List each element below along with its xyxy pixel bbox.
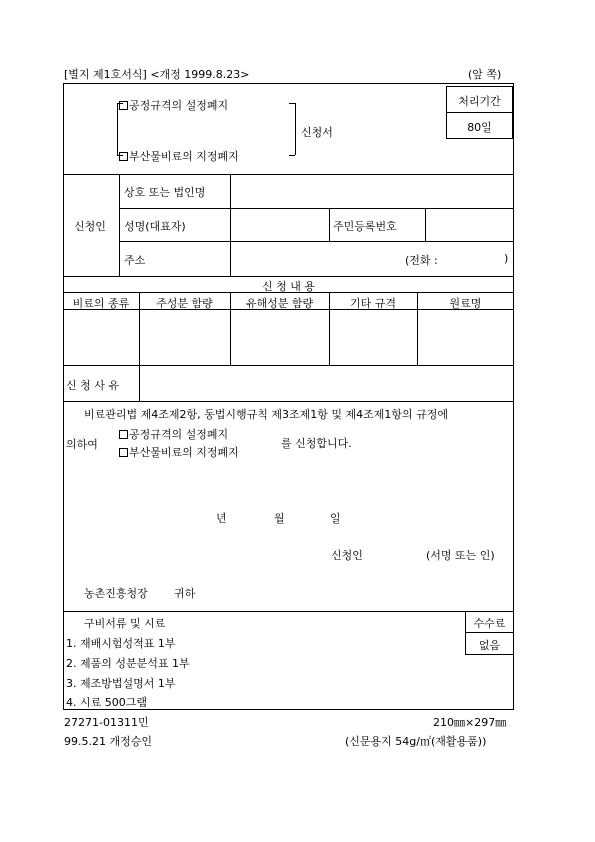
reason-top-line <box>63 365 514 366</box>
company-field[interactable] <box>236 180 506 202</box>
applicant-left-divider <box>119 174 120 276</box>
applicant-label: 신청인 <box>74 220 106 233</box>
bracket-right-top <box>289 103 295 104</box>
reason-field[interactable] <box>143 369 509 397</box>
id-divider-left <box>329 208 330 241</box>
fee-box-bottom <box>465 654 514 655</box>
address-label: 주소 <box>124 254 146 267</box>
paper-size: 210㎜×297㎜ <box>433 716 507 729</box>
approval-note: 99.5.21 개정승인 <box>64 735 152 748</box>
bracket-left-top <box>117 103 123 104</box>
cell-type[interactable] <box>66 313 136 361</box>
attachment-item: 1. 재배시험성적표 1부 <box>66 637 176 650</box>
date-year: 년 <box>216 512 227 525</box>
checkbox-icon[interactable] <box>119 448 128 457</box>
title-option-2-label: 부산물비료의 지정폐지 <box>129 150 239 163</box>
name-field[interactable] <box>236 213 324 235</box>
bracket-left <box>117 103 118 155</box>
row-line-1 <box>119 208 514 209</box>
reason-label: 신 청 사 유 <box>66 379 119 392</box>
bracket-left-bottom <box>117 155 123 156</box>
attachment-item: 4. 시료 500그램 <box>66 696 147 709</box>
attachments-top-line <box>63 611 514 612</box>
col-header-harmful: 유해성분 함량 <box>245 297 314 310</box>
checkbox-icon[interactable] <box>119 430 128 439</box>
form-code: 27271-01311민 <box>64 716 149 729</box>
date-month: 월 <box>274 512 285 525</box>
title-option-2[interactable] <box>119 148 239 164</box>
col-header-type: 비료의 종류 <box>72 297 130 310</box>
fee-value: 없음 <box>478 639 501 652</box>
cell-material[interactable] <box>420 313 510 361</box>
processing-value: 80일 <box>467 121 492 134</box>
cell-harmful[interactable] <box>233 313 326 361</box>
attachments-title: 구비서류 및 시료 <box>84 617 166 630</box>
col-header-main: 주성분 함량 <box>156 297 213 310</box>
row-line-2 <box>119 241 514 242</box>
applicant-top-line <box>63 174 514 175</box>
title-suffix: 신청서 <box>301 126 333 139</box>
reason-bottom-line <box>63 401 514 402</box>
declaration-option-1-label: 공정규격의 설정폐지 <box>129 428 229 441</box>
fee-box-mid <box>465 632 514 633</box>
company-label: 상호 또는 법인명 <box>124 186 206 199</box>
processing-label: 처리기간 <box>458 95 501 108</box>
title-option-1-label: 공정규격의 설정폐지 <box>129 99 229 112</box>
bracket-right-bottom <box>289 155 295 156</box>
declaration-line-1: 비료관리법 제4조제2항, 동법시행규칙 제3조제1항 및 제4조제1항의 규정에 <box>84 408 448 421</box>
attachment-item: 2. 제품의 성분분석표 1부 <box>66 657 190 670</box>
form-label: [별지 제1호서식] <개정 1999.8.23> <box>64 68 250 81</box>
title-option-1[interactable] <box>119 97 228 113</box>
declaration-option-2-label: 부산물비료의 지정폐지 <box>129 446 239 459</box>
checkbox-icon[interactable] <box>119 152 128 161</box>
processing-divider <box>446 112 513 113</box>
col-header-other: 기타 규격 <box>349 297 396 310</box>
page-side-label: (앞 쪽) <box>468 68 502 81</box>
content-header-line <box>63 292 514 293</box>
fee-label: 수수료 <box>473 617 506 630</box>
phone-label: (전화 : <box>405 254 438 267</box>
col-header-material: 원료명 <box>449 297 482 310</box>
cell-main[interactable] <box>142 313 227 361</box>
attachment-item: 3. 제조방법설명서 1부 <box>66 677 176 690</box>
date-day: 일 <box>330 512 341 525</box>
phone-close: ) <box>504 252 509 265</box>
recipient-honorific: 귀하 <box>174 587 196 600</box>
declaration-option-1[interactable] <box>119 426 228 442</box>
name-label: 성명(대표자) <box>124 220 186 233</box>
cell-other[interactable] <box>332 313 414 361</box>
address-field[interactable] <box>236 246 401 268</box>
paper-spec: (신문용지 54g/㎡(재활용품)) <box>345 735 487 748</box>
signature-label: 신청인 <box>331 549 363 562</box>
declaration-suffix: 를 신청합니다. <box>281 437 352 450</box>
id-field[interactable] <box>430 213 510 235</box>
id-divider-right <box>425 208 426 241</box>
content-title: 신 청 내 용 <box>262 280 315 293</box>
id-label: 주민등록번호 <box>333 220 397 233</box>
bracket-right <box>295 103 296 155</box>
signature-note: (서명 또는 인) <box>426 549 495 562</box>
declaration-option-2[interactable] <box>119 444 239 460</box>
declaration-prefix: 의하여 <box>66 438 98 451</box>
applicant-label-divider <box>230 174 231 276</box>
reason-divider <box>139 365 140 401</box>
content-top-line <box>63 276 514 277</box>
recipient-name: 농촌진흥청장 <box>84 587 148 600</box>
